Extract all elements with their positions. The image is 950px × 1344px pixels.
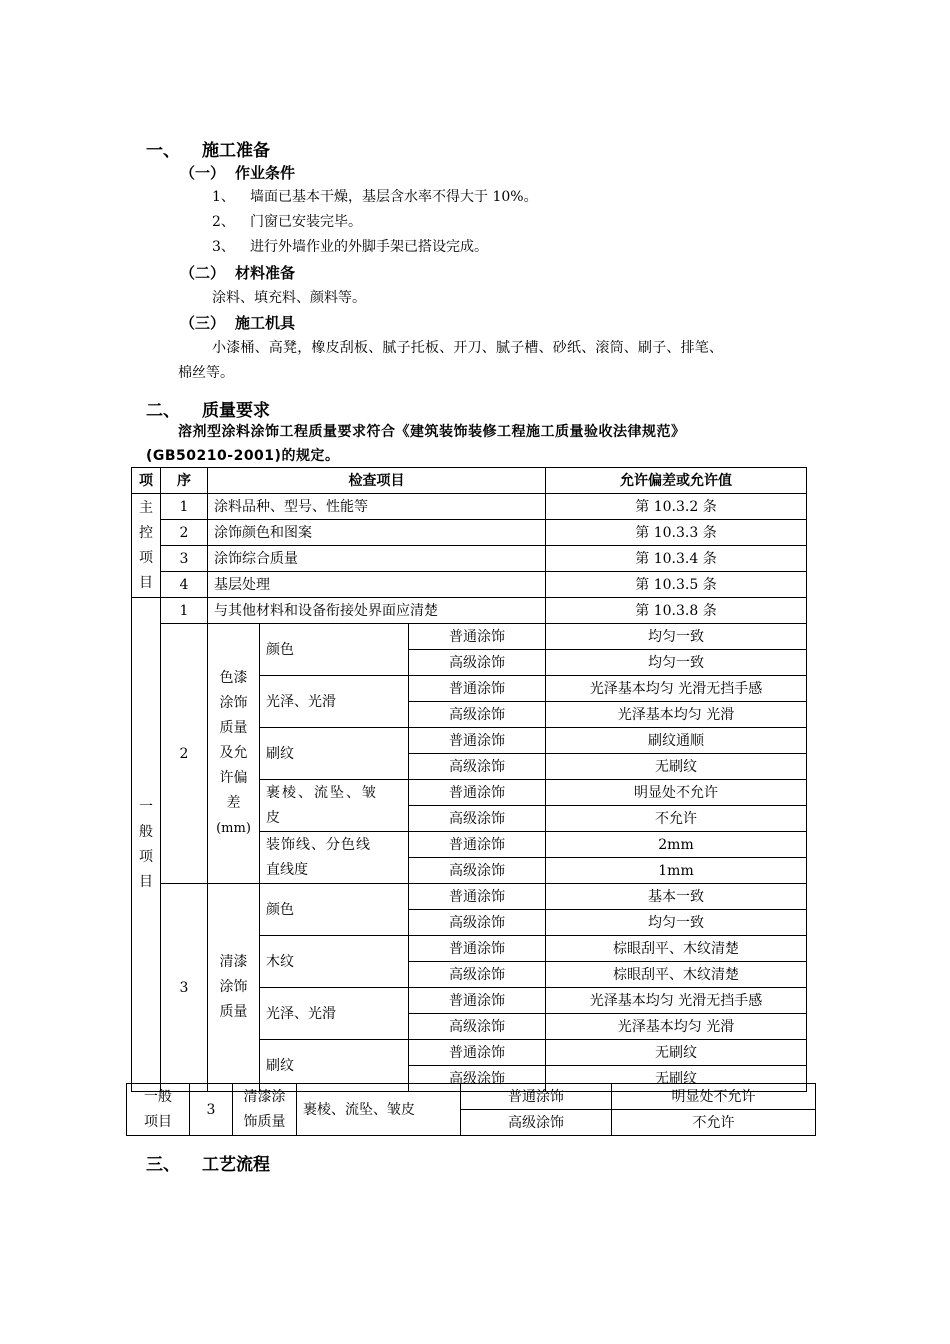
g2-item-4-high: 不允许 [546, 806, 807, 832]
cont-label-line1: 清漆涂 [243, 1088, 286, 1105]
header-seq: 序 [161, 468, 208, 494]
grade-normal: 普通涂饰 [409, 988, 546, 1014]
item-1-text: 墙面已基本干燥，基层含水率不得大于 10%。 [250, 189, 538, 205]
g2-item-5-name-line1: 装饰线、分色线 [266, 836, 371, 853]
g2-item-4-normal: 明显处不允许 [546, 780, 807, 806]
sub2-text: 涂料、填充料、颜料等。 [212, 290, 366, 306]
item-2-text: 门窗已安装完毕。 [250, 214, 362, 230]
g2-seq: 2 [161, 624, 208, 884]
grade-high: 高级涂饰 [461, 1110, 612, 1136]
section2-number: 二、 [146, 401, 180, 421]
g2-item-5-normal: 2mm [546, 832, 807, 858]
main-row-1-seq: 1 [161, 494, 208, 520]
item-3-text: 进行外墙作业的外脚手架已搭设完成。 [250, 239, 488, 255]
cont-group-label [127, 1084, 190, 1136]
g3-item-2-name: 木纹 [260, 936, 409, 988]
grade-high: 高级涂饰 [409, 650, 546, 676]
cont-seq: 3 [190, 1084, 233, 1136]
section1-number: 一、 [146, 141, 180, 161]
g2-item-5-name-line2: 直线度 [266, 861, 308, 878]
item-1-number: 1、 [212, 189, 235, 205]
g3-seq: 3 [161, 884, 208, 1092]
section1-title: 施工准备 [202, 141, 270, 161]
g3-item-2-normal: 棕眼刮平、木纹清楚 [546, 936, 807, 962]
g2-label-line: 质量 [219, 720, 248, 736]
cont-group-label-line1: 一般 [144, 1088, 172, 1105]
g2-item-4-name-line2: 皮 [266, 809, 280, 826]
grade-normal: 普通涂饰 [409, 624, 546, 650]
section2-intro-line2: (GB50210-2001)的规定。 [146, 448, 340, 464]
main-row-3-allow: 第 10.3.4 条 [546, 546, 807, 572]
g3-item-4-normal: 无刷纹 [546, 1040, 807, 1066]
cont-label [233, 1084, 297, 1136]
g2-label-line: 色漆 [219, 670, 248, 686]
g2-item-5-name [260, 832, 409, 884]
g2-item-3-high: 无刷纹 [546, 754, 807, 780]
grade-high: 高级涂饰 [409, 1066, 546, 1092]
g3-item-1-normal: 基本一致 [546, 884, 807, 910]
grade-high: 高级涂饰 [409, 962, 546, 988]
main-row-3-check: 涂饰综合质量 [208, 546, 546, 572]
g2-label-line: 许偏 [219, 770, 248, 786]
general-group-label: 一般项目 [132, 598, 161, 1092]
g3-item-1-name: 颜色 [260, 884, 409, 936]
g2-label-line: 及允 [219, 745, 248, 761]
main-row-3-seq: 3 [161, 546, 208, 572]
g2-item-2-high: 光泽基本均匀 光滑 [546, 702, 807, 728]
grade-high: 高级涂饰 [409, 858, 546, 884]
cont-normal: 明显处不允许 [612, 1084, 816, 1110]
main-row-2-allow: 第 10.3.3 条 [546, 520, 807, 546]
grade-normal: 普通涂饰 [409, 936, 546, 962]
grade-high: 高级涂饰 [409, 754, 546, 780]
g3-item-4-high: 无刷纹 [546, 1066, 807, 1092]
main-row-4-seq: 4 [161, 572, 208, 598]
quality-table [131, 467, 807, 1092]
g2-label-line: (mm) [216, 821, 251, 836]
grade-normal: 普通涂饰 [461, 1084, 612, 1110]
g3-label [208, 884, 260, 1092]
grade-high: 高级涂饰 [409, 910, 546, 936]
grade-normal: 普通涂饰 [409, 1040, 546, 1066]
g2-item-4-name-line1: 裹棱、流坠、皱 [266, 784, 378, 801]
main-row-1-allow: 第 10.3.2 条 [546, 494, 807, 520]
section2-intro-line1: 溶剂型涂料涂饰工程质量要求符合《建筑装饰装修工程施工质量验收法律规范》 [178, 424, 686, 440]
general-row-1-allow: 第 10.3.8 条 [546, 598, 807, 624]
section3-title: 工艺流程 [202, 1155, 270, 1175]
sub3-text-line2: 棉丝等。 [178, 365, 234, 381]
g2-item-5-high: 1mm [546, 858, 807, 884]
g3-label-line: 清漆 [219, 954, 248, 970]
main-row-2-check: 涂饰颜色和图案 [208, 520, 546, 546]
grade-normal: 普通涂饰 [409, 676, 546, 702]
item-3-number: 3、 [212, 239, 235, 255]
grade-normal: 普通涂饰 [409, 780, 546, 806]
main-row-2-seq: 2 [161, 520, 208, 546]
g2-item-2-normal: 光泽基本均匀 光滑无挡手感 [546, 676, 807, 702]
continuation-table [126, 1083, 816, 1136]
g2-label-line: 涂饰 [219, 695, 248, 711]
cont-group-label-line2: 项目 [144, 1113, 172, 1130]
header-check: 检查项目 [208, 468, 546, 494]
g3-item-3-normal: 光泽基本均匀 光滑无挡手感 [546, 988, 807, 1014]
grade-high: 高级涂饰 [409, 806, 546, 832]
main-row-1-check: 涂料品种、型号、性能等 [208, 494, 546, 520]
g2-label-line: 差 [226, 795, 241, 811]
sub3-text-line1: 小漆桶、高凳，橡皮刮板、腻子托板、开刀、腻子槽、砂纸、滚筒、刷子、排笔、 [212, 340, 724, 356]
general-row-1-check: 与其他材料和设备衔接处界面应清楚 [208, 598, 546, 624]
sub3-number: （三） [180, 314, 226, 332]
g2-item-2-name: 光泽、光滑 [260, 676, 409, 728]
grade-high: 高级涂饰 [409, 1014, 546, 1040]
section2-title: 质量要求 [202, 401, 270, 421]
g3-item-2-high: 棕眼刮平、木纹清楚 [546, 962, 807, 988]
grade-normal: 普通涂饰 [409, 832, 546, 858]
g2-item-3-normal: 刷纹通顺 [546, 728, 807, 754]
g2-label [208, 624, 260, 884]
g2-item-3-name: 刷纹 [260, 728, 409, 780]
g3-item-4-name: 刷纹 [260, 1040, 409, 1092]
header-allow: 允许偏差或允许值 [546, 468, 807, 494]
sub3-title: 施工机具 [235, 314, 296, 332]
main-row-4-check: 基层处理 [208, 572, 546, 598]
g2-item-1-name: 颜色 [260, 624, 409, 676]
g2-item-4-name [260, 780, 409, 832]
g3-item-3-high: 光泽基本均匀 光滑 [546, 1014, 807, 1040]
grade-normal: 普通涂饰 [409, 728, 546, 754]
grade-normal: 普通涂饰 [409, 884, 546, 910]
g3-label-line: 质量 [219, 1004, 248, 1020]
header-item: 项 [132, 468, 161, 494]
sub1-number: （一） [180, 164, 226, 182]
cont-item-name: 裹棱、流坠、皱皮 [297, 1084, 461, 1136]
g3-label-line: 涂饰 [219, 979, 248, 995]
g2-item-1-normal: 均匀一致 [546, 624, 807, 650]
g3-item-1-high: 均匀一致 [546, 910, 807, 936]
section3-number: 三、 [146, 1155, 180, 1175]
main-group-label: 主控项目 [132, 494, 161, 598]
main-row-4-allow: 第 10.3.5 条 [546, 572, 807, 598]
sub2-number: （二） [180, 264, 226, 282]
sub1-title: 作业条件 [235, 164, 296, 182]
g3-item-3-name: 光泽、光滑 [260, 988, 409, 1040]
sub2-title: 材料准备 [235, 264, 296, 282]
g2-item-1-high: 均匀一致 [546, 650, 807, 676]
cont-label-line2: 饰质量 [243, 1113, 286, 1130]
item-2-number: 2、 [212, 214, 235, 230]
general-row-1-seq: 1 [161, 598, 208, 624]
cont-high: 不允许 [612, 1110, 816, 1136]
grade-high: 高级涂饰 [409, 702, 546, 728]
